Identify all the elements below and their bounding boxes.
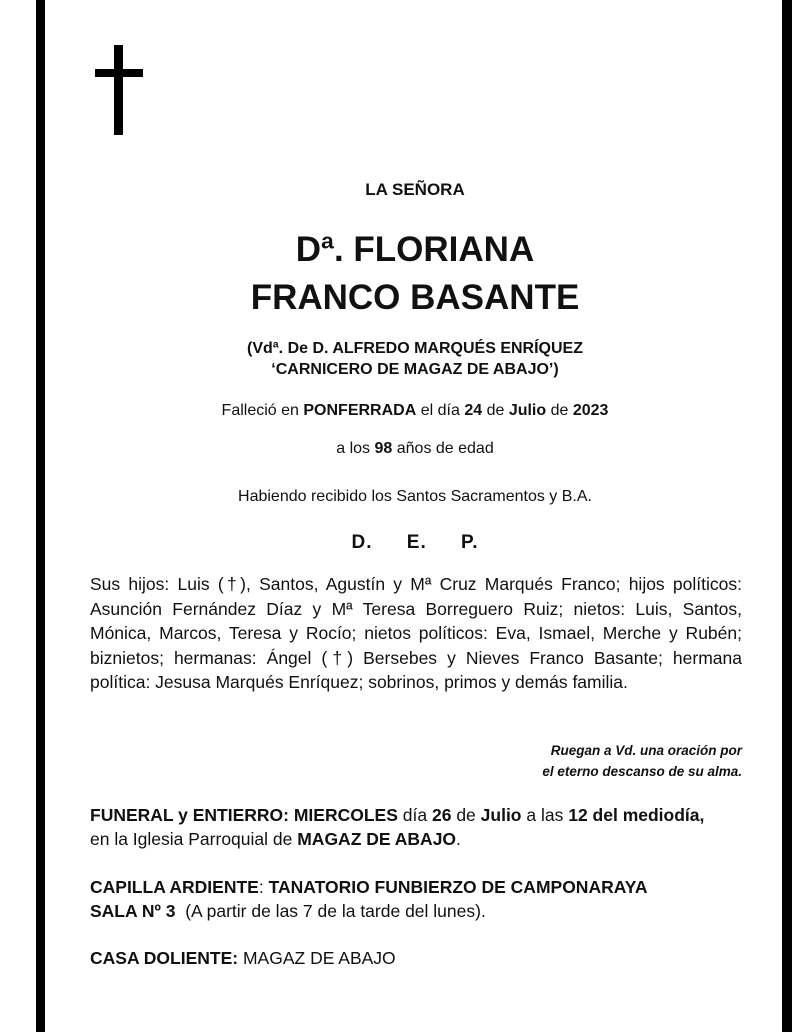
chapel-note: (A partir de las 7 de la tarde del lunes).: [185, 901, 486, 921]
age-info: a los 98 años de edad: [336, 440, 494, 457]
heading: LA SEÑORA: [365, 180, 465, 199]
house-value: MAGAZ DE ABAJO: [242, 948, 396, 968]
left-border-line: [36, 0, 45, 1032]
name-line-1: Dª. FLORIANA: [295, 230, 535, 269]
chapel-place: TANATORIO FUNBIERZO DE CAMPONARAYA: [268, 877, 648, 897]
widow-line-2: ‘CARNICERO DE MAGAZ DE ABAJO’): [271, 361, 559, 378]
death-month: Julio: [508, 402, 547, 419]
house-info: [90, 946, 760, 970]
deceased-name: [90, 226, 740, 322]
death-place: PONFERRADA: [303, 402, 417, 419]
death-info: Falleció en PONFERRADA el día 24 de Julio de 2023: [221, 402, 609, 419]
right-border-line: [782, 0, 792, 1032]
chapel-label: CAPILLA ARDIENTE: [90, 877, 259, 897]
funeral-label: FUNERAL y ENTIERRO: MIERCOLES: [90, 805, 398, 825]
widow-note: [90, 338, 740, 380]
widow-line-1: (Vdª. De D. ALFREDO MARQUÉS ENRÍQUEZ: [246, 340, 583, 357]
chapel-room: SALA Nº 3: [90, 901, 176, 921]
sacraments-text: Habiendo recibido los Santos Sacramentos y B.A.: [238, 488, 592, 505]
name-line-2: FRANCO BASANTE: [250, 278, 580, 317]
dep-initials: D. E. P.: [351, 532, 479, 553]
chapel-info: CAPILLA ARDIENTE: TANATORIO FUNBIERZO DE CAMPONARAYA SALA Nº 3 (A partir de las 7 de la tarde del lunes).: [90, 877, 648, 921]
prayer-request: Ruegan a Vd. una oración por el eterno descanso de su alma.: [542, 743, 742, 779]
funeral-info: FUNERAL y ENTIERRO: MIERCOLES día 26 de Julio a las 12 del mediodía, en la Iglesia Parroquial de MAGAZ DE ABAJO.: [90, 805, 705, 849]
funeral-place: MAGAZ DE ABAJO: [297, 829, 457, 849]
family-list: Sus hijos: Luis (†), Santos, Agustín y Mª Cruz Marqués Franco; hijos políticos: Asunción Fernández Díaz y Mª Teresa Borreguero Ruiz; nietos: Luis, Santos, Mónica, Marcos, Teresa y Rocío; nietos políticos: Eva, Ismael, Merche y Rubén; biznietos; hermanas: Ángel (†) Bersebes y Nieves Franco Basante; hermana política: Jesusa Marqués Enríquez; sobrinos, primos y demás familia.: [90, 574, 742, 692]
death-year: 2023: [572, 402, 609, 419]
house-label: CASA DOLIENTE:: [90, 948, 239, 968]
death-day: 24: [464, 402, 483, 419]
age-value: 98: [374, 440, 393, 457]
